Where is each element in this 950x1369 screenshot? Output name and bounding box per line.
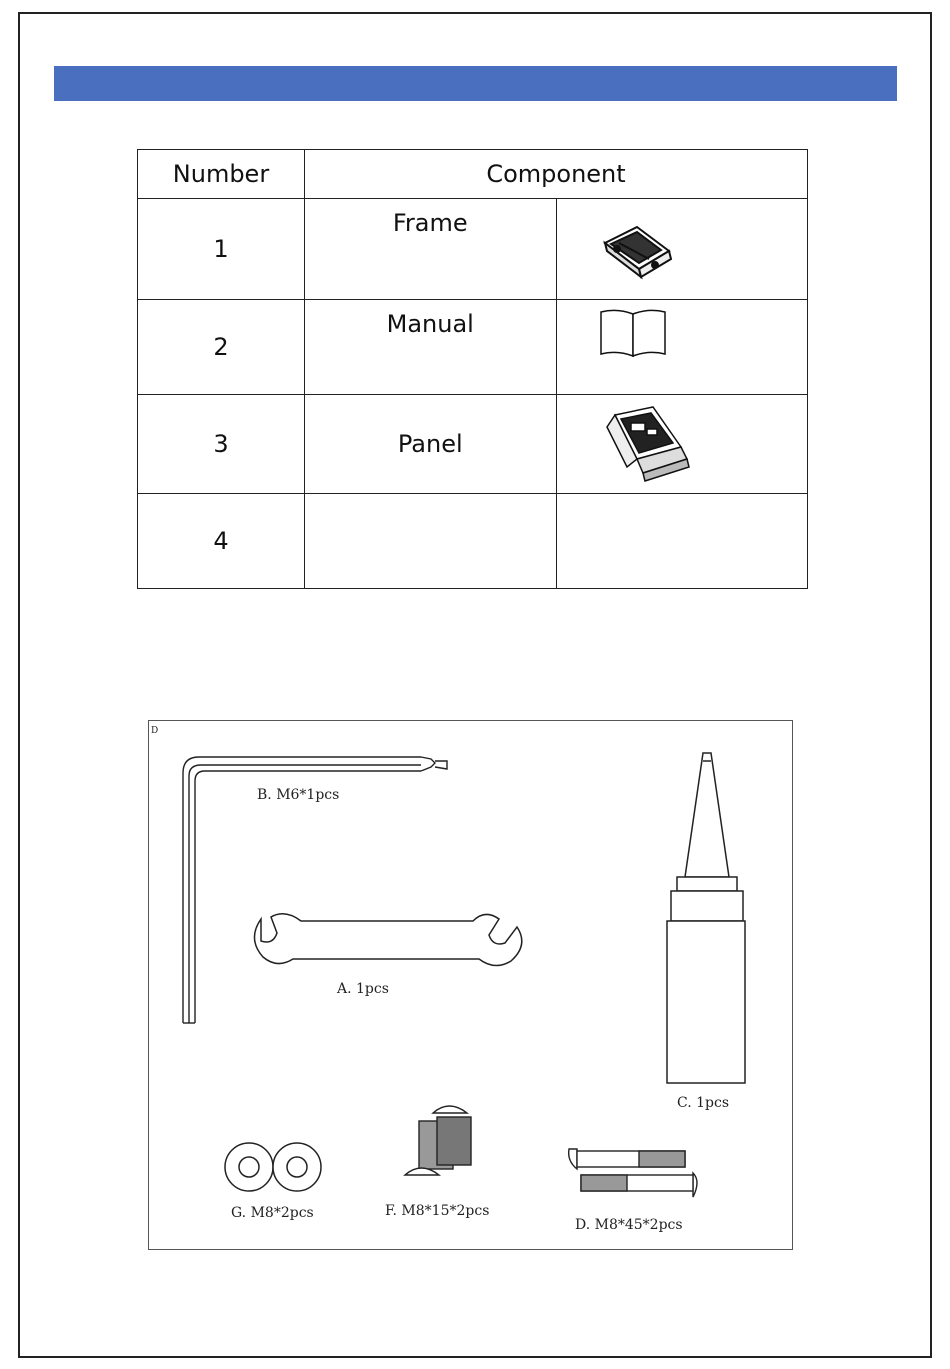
- hardware-box: [148, 720, 793, 1250]
- header-number: Number: [138, 150, 305, 199]
- corner-mark: D: [151, 726, 159, 736]
- parts-table: [137, 149, 808, 589]
- table-row: [138, 300, 808, 395]
- row-component: Manual: [305, 300, 557, 395]
- row-icon-cell: [556, 395, 808, 494]
- label-wrench: A. 1pcs: [337, 981, 389, 997]
- header-bar: [54, 66, 897, 101]
- short-bolt-icon: [405, 1106, 471, 1175]
- frame-icon: [599, 213, 719, 293]
- row-component: [305, 494, 557, 589]
- table-row: [138, 494, 808, 589]
- row-component: Panel: [305, 395, 557, 494]
- row-number: 2: [138, 300, 305, 395]
- long-bolt-icon: [569, 1149, 697, 1197]
- label-allen-key: B. M6*1pcs: [257, 787, 340, 803]
- washer-icon: [225, 1143, 321, 1191]
- label-long-bolt: D. M8*45*2pcs: [575, 1217, 683, 1233]
- row-number: 4: [138, 494, 305, 589]
- table-row: [138, 199, 808, 300]
- row-icon-cell: [556, 494, 808, 589]
- manual-book-icon: [597, 306, 687, 366]
- row-number: 1: [138, 199, 305, 300]
- label-short-bolt: F. M8*15*2pcs: [385, 1203, 490, 1219]
- header-component: Component: [305, 150, 808, 199]
- wrench-icon: [254, 914, 521, 966]
- table-row: [138, 395, 808, 494]
- oil-bottle-icon: [667, 753, 745, 1083]
- row-component: Frame: [305, 199, 557, 300]
- label-washer: G. M8*2pcs: [231, 1205, 314, 1221]
- label-oil-bottle: C. 1pcs: [677, 1095, 730, 1111]
- row-icon-cell: [556, 300, 808, 395]
- panel-icon: [597, 401, 717, 487]
- row-icon-cell: [556, 199, 808, 300]
- table-header-row: [138, 150, 808, 199]
- row-number: 3: [138, 395, 305, 494]
